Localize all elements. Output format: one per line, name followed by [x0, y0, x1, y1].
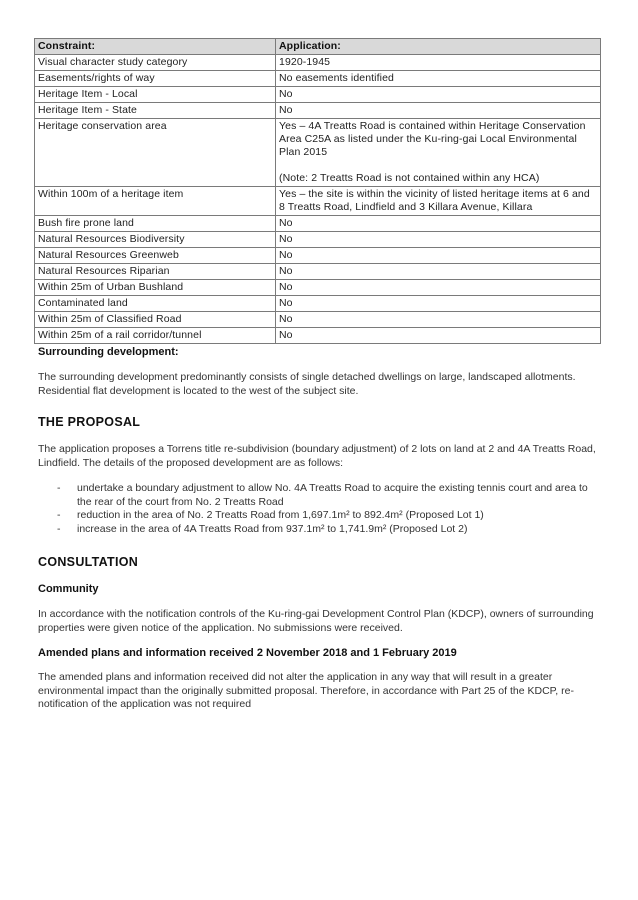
- table-row: [35, 232, 601, 248]
- application-cell: No: [276, 264, 601, 280]
- application-cell: No: [276, 280, 601, 296]
- community-text: In accordance with the notification controls of the Ku-ring-gai Development Control Plan (KDCP), owners of surrounding properties were given notice of the application. No submissions were received.: [38, 608, 594, 634]
- application-cell: [276, 119, 601, 187]
- list-item: - increase in the area of 4A Treatts Road from 937.1m² to 1,741.9m² (Proposed Lot 2): [38, 523, 600, 537]
- table-row: [35, 216, 601, 232]
- table-row: [35, 187, 601, 216]
- application-cell: No: [276, 216, 601, 232]
- surrounding-heading: Surrounding development:: [38, 346, 179, 358]
- constraint-cell: Visual character study category: [35, 55, 276, 71]
- table-row: [35, 103, 601, 119]
- amended-text: The amended plans and information received did not alter the application in any way that will result in a greater environmental impact than the originally submitted proposal. Therefore, in accordance with Part 25 of the KDCP, re-notification of the application was not required: [38, 671, 574, 710]
- constraint-cell: Within 25m of Classified Road: [35, 312, 276, 328]
- constraint-cell: Within 25m of Urban Bushland: [35, 280, 276, 296]
- table-row: [35, 119, 601, 187]
- application-cell: No easements identified: [276, 71, 601, 87]
- constraint-cell: Easements/rights of way: [35, 71, 276, 87]
- proposal-bullet-list: [38, 482, 600, 536]
- application-cell: No: [276, 312, 601, 328]
- table-row: [35, 264, 601, 280]
- constraint-cell: Heritage conservation area: [35, 119, 276, 187]
- application-cell: No: [276, 328, 601, 344]
- application-cell: No: [276, 87, 601, 103]
- constraint-cell: Natural Resources Biodiversity: [35, 232, 276, 248]
- table-row: [35, 296, 601, 312]
- surrounding-section: [38, 346, 600, 398]
- community-heading: Community: [38, 583, 99, 595]
- amended-heading: Amended plans and information received 2 November 2018 and 1 February 2019: [38, 647, 457, 659]
- table-row: [35, 71, 601, 87]
- consultation-heading: CONSULTATION: [38, 555, 139, 569]
- constraint-cell: Natural Resources Riparian: [35, 264, 276, 280]
- constraints-table: [34, 38, 601, 344]
- list-item: - reduction in the area of No. 2 Treatts Road from 1,697.1m² to 892.4m² (Proposed Lot 1): [38, 509, 600, 523]
- table-row: [35, 280, 601, 296]
- table-row: [35, 312, 601, 328]
- header-application: Application:: [276, 39, 601, 55]
- list-item: - undertake a boundary adjustment to allow No. 4A Treatts Road to acquire the existing tennis court and area to the rear of the court from No. 2 Treatts Road: [38, 482, 600, 509]
- header-constraint: Constraint:: [35, 39, 276, 55]
- constraint-cell: Within 25m of a rail corridor/tunnel: [35, 328, 276, 344]
- hca-note: (Note: 2 Treatts Road is not contained within any HCA): [279, 172, 540, 184]
- constraint-cell: Bush fire prone land: [35, 216, 276, 232]
- constraint-cell: Contaminated land: [35, 296, 276, 312]
- application-cell: 1920-1945: [276, 55, 601, 71]
- table-row: [35, 248, 601, 264]
- surrounding-text: The surrounding development predominantly consists of single detached dwellings on large, landscaped allotments. Residential flat development is located to the west of the subject site.: [38, 371, 576, 397]
- table-row: [35, 55, 601, 71]
- constraint-cell: Natural Resources Greenweb: [35, 248, 276, 264]
- table-row: [35, 328, 601, 344]
- table-header-row: [35, 39, 601, 55]
- application-cell: No: [276, 103, 601, 119]
- table-row: [35, 87, 601, 103]
- consultation-section: [38, 555, 600, 712]
- proposal-section: [38, 415, 600, 536]
- application-cell: Yes – the site is within the vicinity of listed heritage items at 6 and 8 Treatts Road, Lindfield and 3 Killara Avenue, Killara: [276, 187, 601, 216]
- proposal-heading: THE PROPOSAL: [38, 415, 141, 429]
- application-cell: No: [276, 232, 601, 248]
- constraint-cell: Within 100m of a heritage item: [35, 187, 276, 216]
- constraint-cell: Heritage Item - Local: [35, 87, 276, 103]
- constraint-cell: Heritage Item - State: [35, 103, 276, 119]
- application-cell: No: [276, 248, 601, 264]
- hca-text: Yes – 4A Treatts Road is contained within Heritage Conservation Area C25A as listed under the Ku-ring-gai Local Environmental Plan 2015: [279, 120, 586, 158]
- proposal-intro: The application proposes a Torrens title re-subdivision (boundary adjustment) of 2 lots on land at 2 and 4A Treatts Road, Lindfield. The details of the proposed development are as follows:: [38, 443, 596, 469]
- application-cell: No: [276, 296, 601, 312]
